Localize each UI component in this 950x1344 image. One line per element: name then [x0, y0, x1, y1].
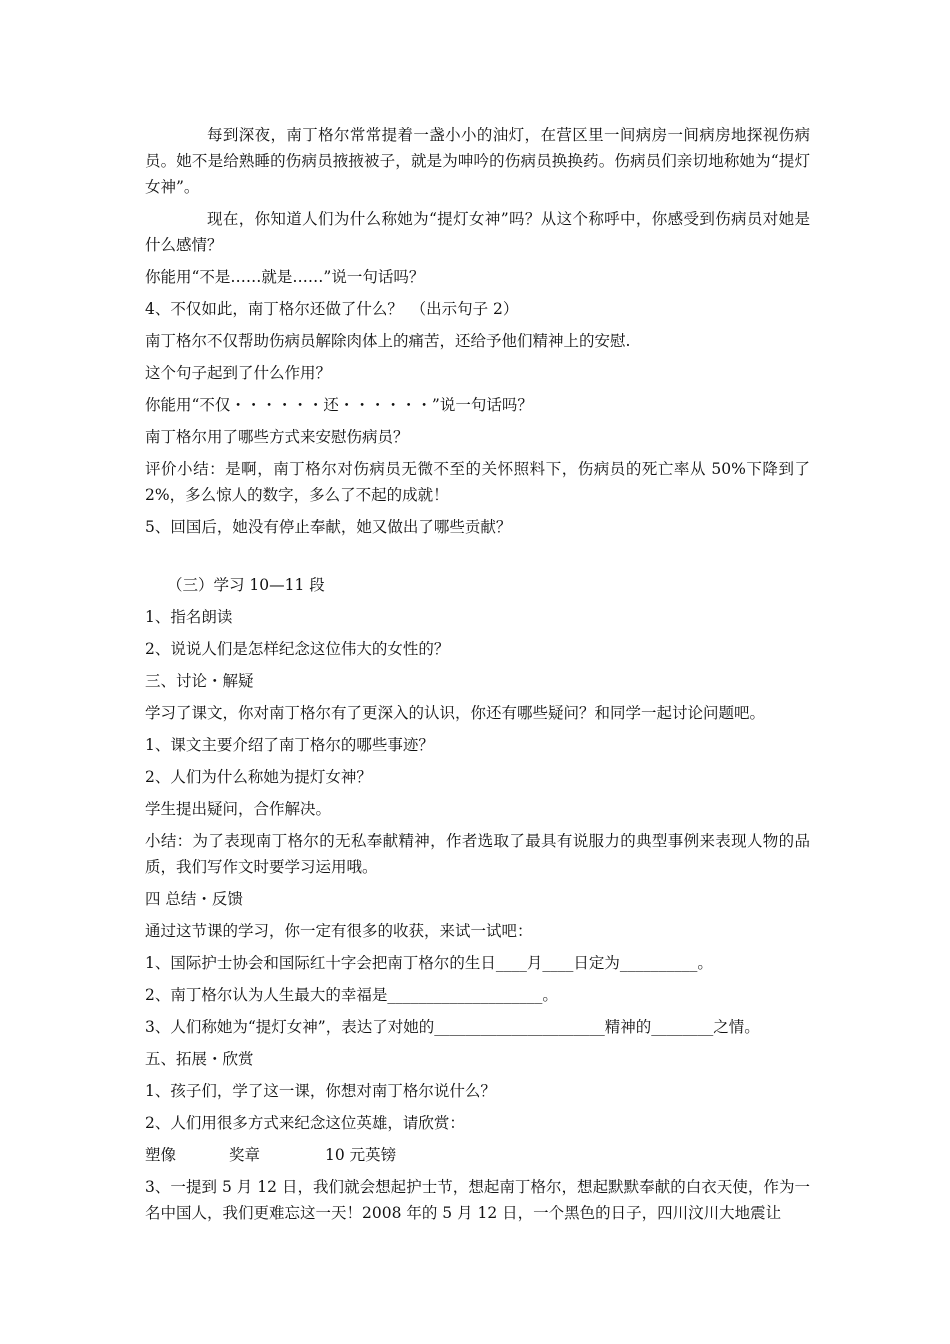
paragraph: 学习了课文，你对南丁格尔有了更深入的认识，你还有哪些疑问？和同学一起讨论问题吧。 — [145, 704, 766, 722]
paragraph: 2、人们为什么称她为提灯女神？ — [145, 768, 372, 786]
spacer — [145, 546, 810, 572]
paragraph: 2、说说人们是怎样纪念这位伟大的女性的？ — [145, 640, 450, 658]
appreciate-item: 10 元英镑 — [325, 1146, 397, 1164]
appreciate-list — [145, 1142, 810, 1168]
paragraph: 现在，你知道人们为什么称她为“提灯女神”吗？从这个称呼中，你感受到伤病员对她是什么感情？ — [145, 210, 810, 254]
document-page — [145, 122, 815, 1232]
fill-in-question: 1、国际护士协会和国际红十字会把南丁格尔的生日____月____日定为__________。 — [145, 954, 713, 972]
fill-in-question: 3、人们称她为“提灯女神”，表达了对她的______________________精神的________之情。 — [145, 1018, 760, 1036]
appreciate-item: 奖章 — [229, 1146, 261, 1164]
paragraph: 你能用“不是……就是……”说一句话吗？ — [145, 268, 425, 286]
paragraph: 1、指名朗读 — [145, 608, 233, 626]
paragraph: 2、人们用很多方式来纪念这位英雄，请欣赏： — [145, 1114, 465, 1132]
paragraph: 5、回国后，她没有停止奉献，她又做出了哪些贡献？ — [145, 518, 512, 536]
paragraph: 你能用“不仅・・・・・・还・・・・・・”说一句话吗？ — [145, 396, 533, 414]
paragraph: 通过这节课的学习，你一定有很多的收获，来试一试吧： — [145, 922, 533, 940]
paragraph: 1、课文主要介绍了南丁格尔的哪些事迹？ — [145, 736, 434, 754]
section-heading: 五、拓展・欣赏 — [145, 1050, 254, 1068]
paragraph: 评价小结：是啊，南丁格尔对伤病员无微不至的关怀照料下，伤病员的死亡率从 50%下降到了 2%，多么惊人的数字，多么了不起的成就！ — [145, 460, 815, 504]
section-heading: 三、讨论・解疑 — [145, 672, 254, 690]
paragraph: 南丁格尔不仅帮助伤病员解除肉体上的痛苦，还给予他们精神上的安慰. — [145, 332, 631, 350]
paragraph: 每到深夜，南丁格尔常常提着一盏小小的油灯，在营区里一间病房一间病房地探视伤病员。她不是给熟睡的伤病员掖掖被子，就是为呻吟的伤病员换换药。伤病员们亲切地称她为“提灯女神”。 — [145, 126, 810, 196]
paragraph: 小结：为了表现南丁格尔的无私奉献精神，作者选取了最具有说服力的典型事例来表现人物的品质，我们写作文时要学习运用哦。 — [145, 832, 810, 876]
appreciate-item: 塑像 — [145, 1146, 177, 1164]
paragraph: 1、孩子们，学了这一课，你想对南丁格尔说什么？ — [145, 1082, 496, 1100]
paragraph: 4、不仅如此，南丁格尔还做了什么？ （出示句子 2） — [145, 300, 519, 318]
section-heading: 四 总结・反馈 — [145, 890, 243, 908]
paragraph: 3、一提到 5 月 12 日，我们就会想起护士节，想起南丁格尔，想起默默奉献的白衣天使，作为一名中国人，我们更难忘这一天！2008 年的 5 月 12 日，一个黑色的日子，四川汶川大地震让 — [145, 1178, 810, 1222]
paragraph: 南丁格尔用了哪些方式来安慰伤病员？ — [145, 428, 409, 446]
paragraph: 这个句子起到了什么作用？ — [145, 364, 332, 382]
section-heading: （三）学习 10—11 段 — [167, 576, 325, 594]
paragraph: 学生提出疑问，合作解决。 — [145, 800, 332, 818]
fill-in-question: 2、南丁格尔认为人生最大的幸福是____________________。 — [145, 986, 558, 1004]
